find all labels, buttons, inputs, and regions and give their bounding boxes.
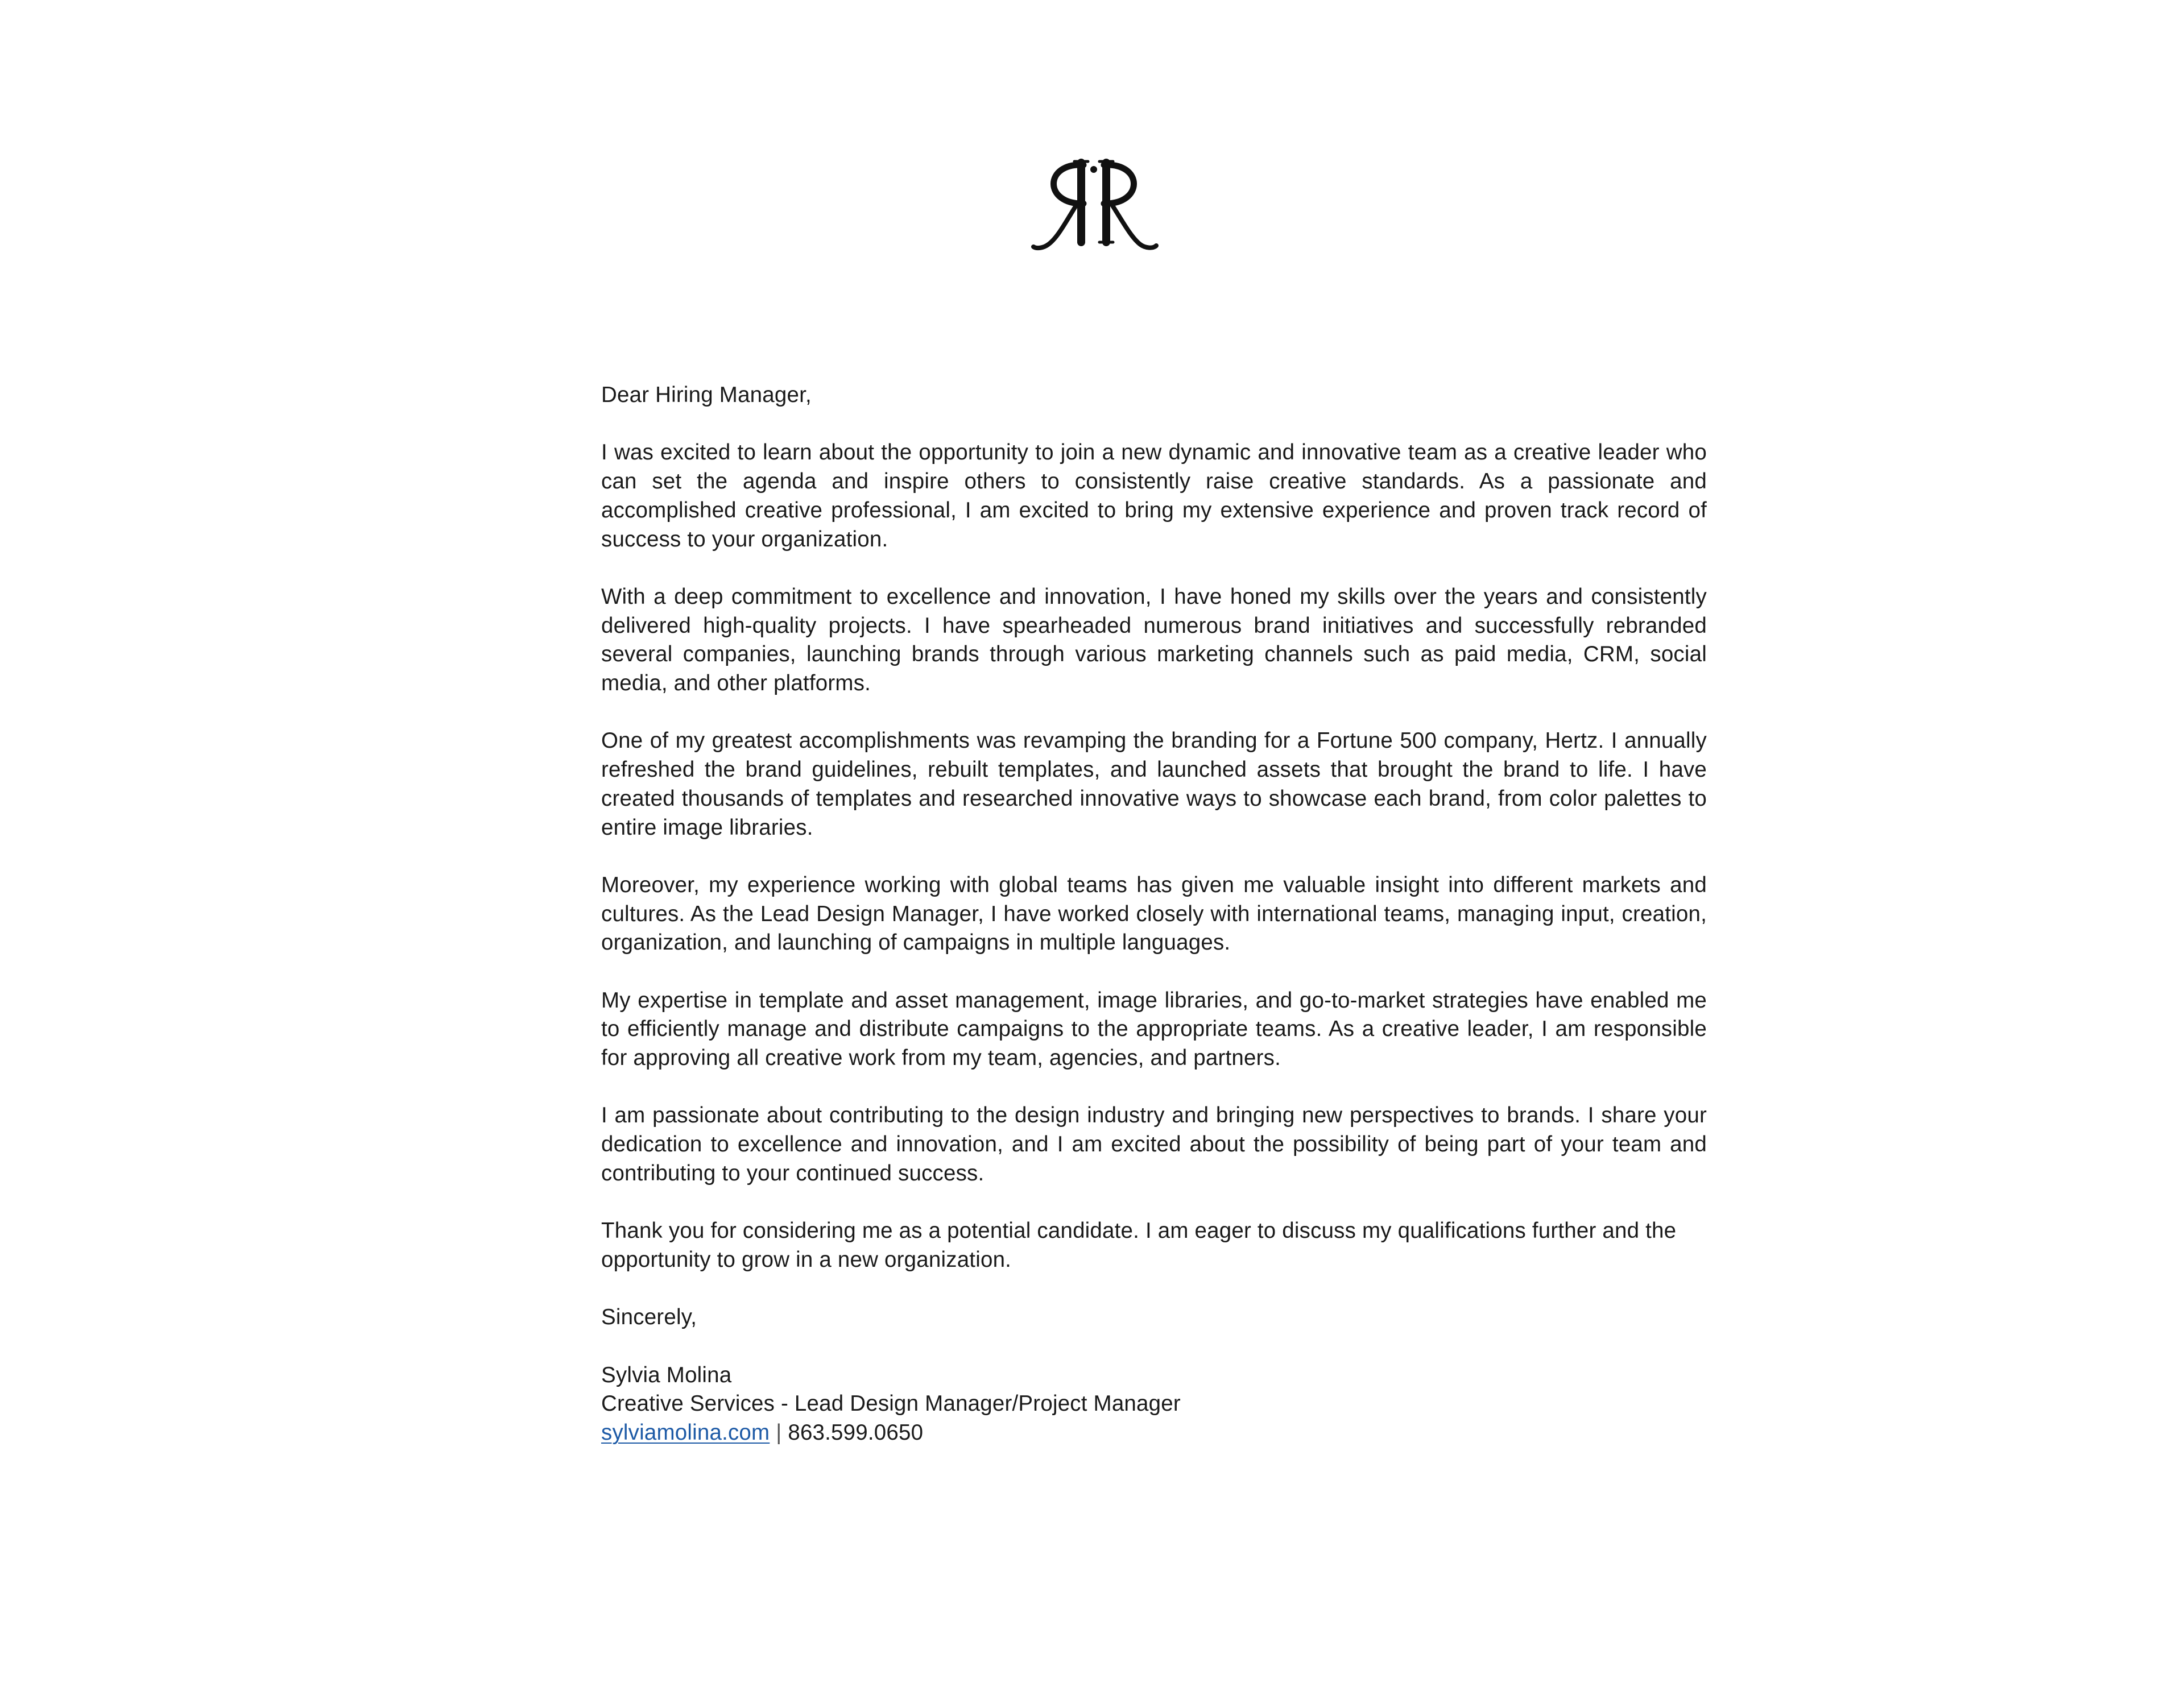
monogram-ornament	[1090, 166, 1097, 173]
paragraph-5: My expertise in template and asset management, image libraries, and go-to-market strategies have enabled me to efficiently manage and distribute campaigns to the appropriate teams. As a creative leader, I am responsible for approving all creative work from my team, agencies, and partners.	[601, 988, 1707, 1071]
signature-contact	[601, 1419, 1707, 1448]
closing: Sincerely,	[601, 1305, 697, 1330]
cover-letter-body	[601, 381, 1707, 1448]
paragraph-4: Moreover, my experience working with global teams has given me valuable insight into different markets and cultures. As the Lead Design Manager, I have worked closely with international teams, managing input, creation, organization, and launching of campaigns in multiple languages.	[601, 872, 1707, 955]
paragraph-3: One of my greatest accomplishments was revamping the branding for a Fortune 500 company, Hertz. I annually refreshed the brand guidelines, rebuilt templates, and launched assets that brought the brand to life. I have created thousands of templates and researched innovative ways to showcase each brand, from color palettes to entire image libraries.	[601, 728, 1707, 840]
signature-name: Sylvia Molina	[601, 1362, 732, 1387]
salutation: Dear Hiring Manager,	[601, 383, 812, 407]
paragraph-2: With a deep commitment to excellence and innovation, I have honed my skills over the years and consistently delivered high-quality projects. I have spearheaded numerous brand initiatives and successfully rebranded several companies, launching brands through various marketing channels such as paid media, CRM, social media, and other platforms.	[601, 584, 1707, 695]
monogram-logo	[1027, 152, 1163, 255]
signature-block	[601, 1361, 1707, 1448]
paragraph-6: I am passionate about contributing to the design industry and bringing new perspectives to brands. I share your dedication to excellence and innovation, and I am excited about the possibility of being part of your team and contributing to your continued success.	[601, 1103, 1707, 1186]
monogram-r	[1099, 161, 1156, 248]
signature-title: Creative Services - Lead Design Manager/Project Manager	[601, 1391, 1181, 1416]
monogram-reversed-r	[1033, 161, 1088, 248]
contact-separator: |	[776, 1420, 782, 1445]
website-link[interactable]: sylviamolina.com	[601, 1420, 770, 1445]
paragraph-1: I was excited to learn about the opportunity to join a new dynamic and innovative team as a creative leader who can set the agenda and inspire others to consistently raise creative standards. As a passionate and accomplished creative professional, I am excited to bring my extensive experience and proven track record of success to your organization.	[601, 440, 1707, 552]
phone-number: 863.599.0650	[788, 1420, 924, 1445]
paragraph-7: Thank you for considering me as a potential candidate. I am eager to discuss my qualifications further and the opportunity to grow in a new organization.	[601, 1218, 1677, 1272]
